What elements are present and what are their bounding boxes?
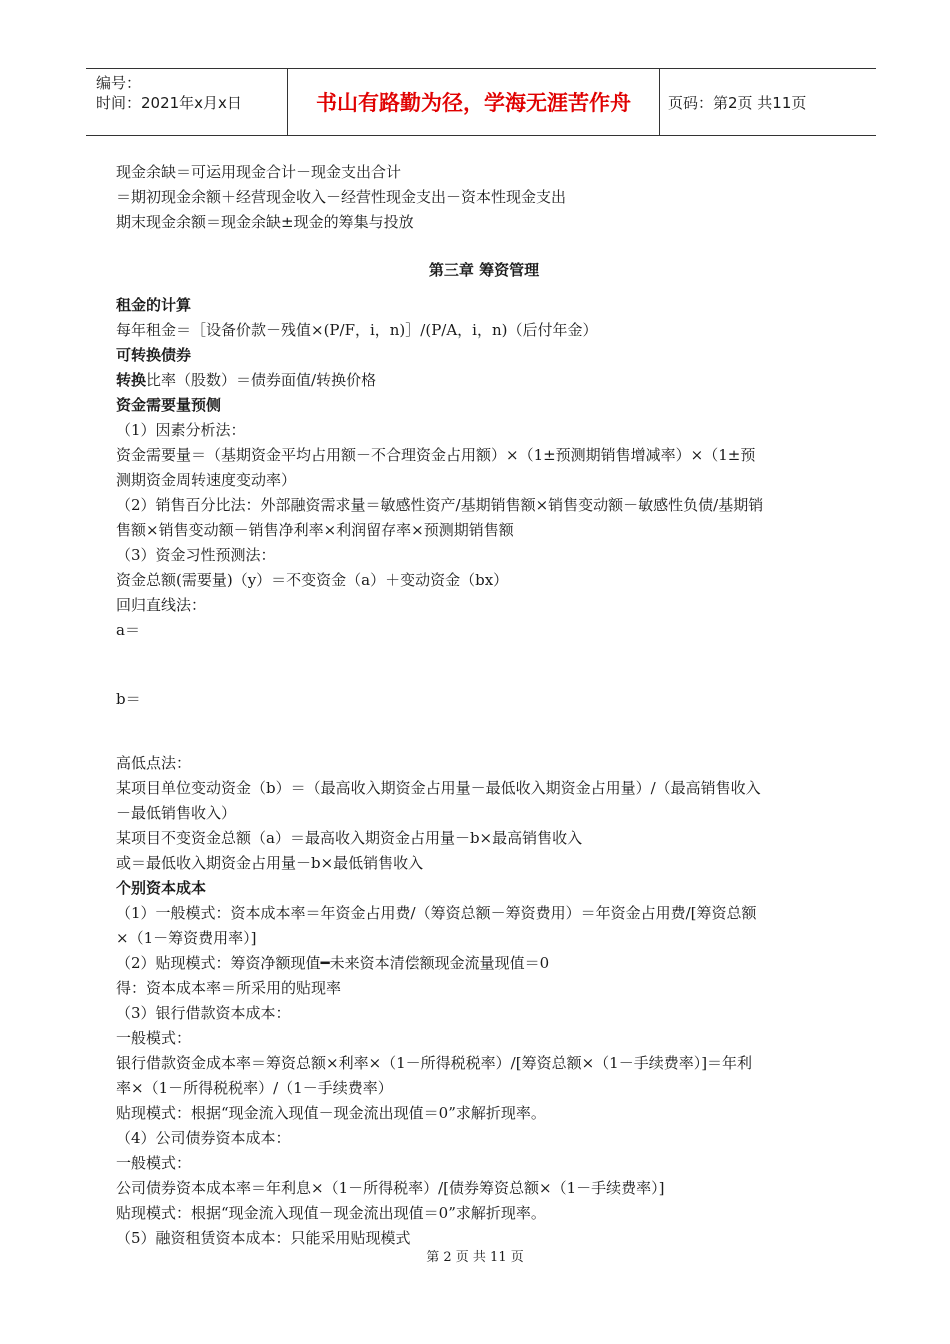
header-motto: 书山有路勤为径，学海无涯苦作舟 bbox=[287, 69, 660, 135]
convertible-formula-bold: 转换 bbox=[116, 371, 147, 389]
forecast-line: 某项目单位变动资金（b）＝（最高收入期资金占用量－最低收入期资金占用量）/（最高销售收入 bbox=[116, 779, 761, 797]
cost-line: 得：资本成本率＝所采用的贴现率 bbox=[116, 979, 342, 997]
forecast-line: 或＝最低收入期资金占用量－b×最低销售收入 bbox=[116, 854, 424, 872]
cost-line: 贴现模式：根据“现金流入现值－现金流出现值＝0”求解折现率。 bbox=[116, 1104, 546, 1122]
intro-line: 期末现金余额＝现金余缺±现金的筹集与投放 bbox=[116, 213, 414, 231]
cost-line: （5）融资租赁资本成本：只能采用贴现模式 bbox=[116, 1229, 411, 1247]
page-header bbox=[86, 68, 876, 136]
regression-b-label: b＝ bbox=[116, 690, 141, 708]
section-heading-convertible: 可转换债券 bbox=[116, 346, 192, 364]
header-page-number: 页码：第2页 共11页 bbox=[668, 93, 807, 112]
cost-line: 一般模式： bbox=[116, 1029, 192, 1047]
forecast-line: 高低点法： bbox=[116, 754, 192, 772]
cost-line: （2）贴现模式：筹资净额现值━未来资本清偿额现金流量现值＝0 bbox=[116, 954, 550, 972]
forecast-line: 资金总额(需要量)（y）＝不变资金（a）＋变动资金（bx） bbox=[116, 571, 509, 589]
header-time: 时间：2021年x月x日 bbox=[96, 94, 242, 112]
cost-line: 一般模式： bbox=[116, 1154, 192, 1172]
forecast-line: 某项目不变资金总额（a）＝最高收入期资金占用量－b×最高销售收入 bbox=[116, 829, 583, 847]
rent-formula: 每年租金＝［设备价款－残值×(P/F，i，n)］/(P/A，i，n)（后付年金） bbox=[116, 321, 598, 339]
header-number: 编号： bbox=[96, 74, 142, 92]
convertible-formula-rest: 比率（股数）＝债券面值/转换价格 bbox=[146, 371, 377, 389]
cost-line: （1）一般模式：资本成本率＝年资金占用费/（筹资总额－筹资费用）＝年资金占用费/[筹资总额 bbox=[116, 904, 757, 922]
cost-line: ×（1－筹资费用率）] bbox=[116, 929, 257, 947]
header-meta bbox=[86, 69, 287, 135]
convertible-formula bbox=[116, 368, 852, 393]
cost-line: （4）公司债券资本成本： bbox=[116, 1129, 291, 1147]
cost-line: 率×（1－所得税税率）/（1－手续费率） bbox=[116, 1079, 393, 1097]
forecast-line: （1）因素分析法： bbox=[116, 421, 246, 439]
forecast-line: （3）资金习性预测法： bbox=[116, 546, 276, 564]
formula-gap bbox=[116, 643, 852, 687]
cost-line: （3）银行借款资本成本： bbox=[116, 1004, 291, 1022]
cost-line: 公司债券资本成本率＝年利息×（1－所得税率）/[债券筹资总额×（1－手续费率）] bbox=[116, 1179, 665, 1197]
document-body bbox=[116, 160, 852, 1251]
chapter-title: 第三章 筹资管理 bbox=[428, 261, 540, 279]
regression-a-label: a＝ bbox=[116, 621, 140, 639]
forecast-line: 测期资金周转速度变动率） bbox=[116, 471, 297, 489]
section-heading-forecast: 资金需要量预侧 bbox=[116, 396, 222, 414]
section-heading-cost: 个别资本成本 bbox=[116, 879, 207, 897]
forecast-line: （2）销售百分比法：外部融资需求量＝敏感性资产/基期销售额×销售变动额－敏感性负债/基期销 bbox=[116, 496, 764, 514]
intro-line: ＝期初现金余额＋经营现金收入－经营性现金支出－资本性现金支出 bbox=[116, 188, 567, 206]
cost-line: 银行借款资金成本率＝筹资总额×利率×（1－所得税税率）/[筹资总额×（1－手续费率）]＝年利 bbox=[116, 1054, 753, 1072]
forecast-line: －最低销售收入） bbox=[116, 804, 237, 822]
page-footer: 第 2 页 共 11 页 bbox=[426, 1250, 524, 1265]
section-heading-rent: 租金的计算 bbox=[116, 296, 192, 314]
forecast-line: 售额×销售变动额－销售净利率×利润留存率×预测期销售额 bbox=[116, 521, 514, 539]
intro-line: 现金余缺＝可运用现金合计－现金支出合计 bbox=[116, 163, 402, 181]
forecast-line: 回归直线法： bbox=[116, 596, 207, 614]
formula-gap bbox=[116, 712, 852, 751]
forecast-line: 资金需要量＝（基期资金平均占用额－不合理资金占用额）×（1±预测期销售增减率）×（1±预 bbox=[116, 446, 756, 464]
cost-line: 贴现模式：根据“现金流入现值－现金流出现值＝0”求解折现率。 bbox=[116, 1204, 546, 1222]
